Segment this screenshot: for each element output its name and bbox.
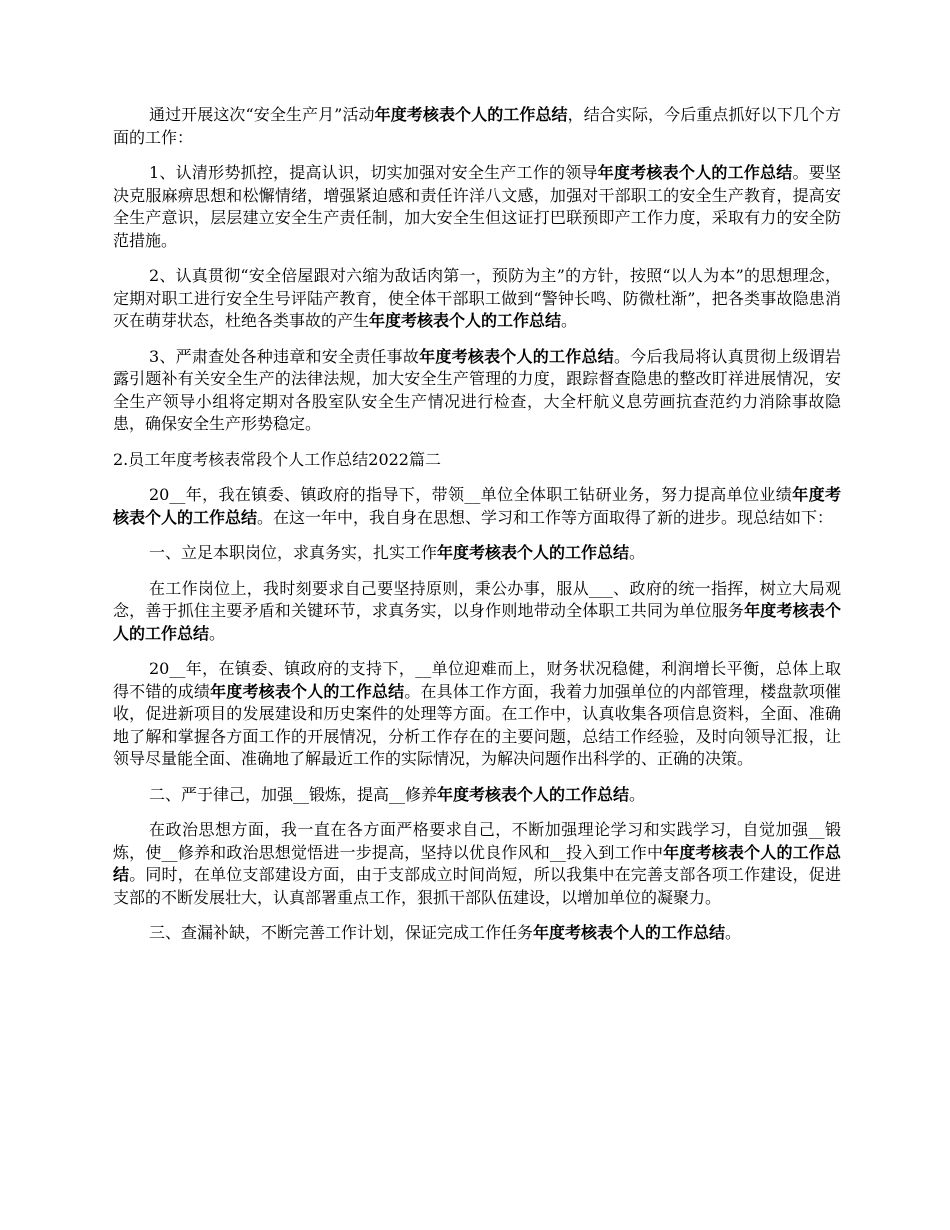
keyword-bold: 年度考核表个人的工作总结 bbox=[369, 311, 562, 330]
paragraph-text: 在政治思想方面，我一直在各方面严格要求自己，不断加强理论学习和实践学习，自觉加强__锻炼，使__修养和政治思想觉悟进一步提高，坚持以优良作风和__投入到工作中 bbox=[113, 820, 841, 862]
section2-paragraph-5 bbox=[113, 784, 841, 807]
item-2-paragraph bbox=[113, 265, 841, 333]
keyword-bold: 年度考核表个人的工作总结 bbox=[210, 681, 405, 701]
keyword-bold: 年度考核表个人的工作总结 bbox=[533, 923, 726, 942]
item-1-text-tail: 。要坚决克服麻痹思想和松懈情绪，增强紧迫感和责任许洋八文感，加强对干部职工的安全生产教育，提高安全生产意识，层层建立安全生产责任制，加大安全生但这证打巴联预即产工作力度，采取有力的安全防范措施。 bbox=[113, 163, 841, 250]
keyword-bold: 年度考核表个人的工作总结 bbox=[113, 601, 841, 643]
paragraph-text-tail: 。 bbox=[725, 923, 742, 942]
section2-paragraph-4 bbox=[113, 658, 841, 771]
keyword-bold: 年度考核表个人的工作总结 bbox=[113, 842, 841, 884]
paragraph-text: 20__年，我在镇委、镇政府的指导下，带领__单位全体职工钻研业务，努力提高单位业绩 bbox=[149, 485, 793, 504]
keyword-bold: 年度考核表个人的工作总结 bbox=[437, 784, 630, 804]
section2-paragraph-3 bbox=[113, 578, 841, 646]
item-2-text-tail: 。 bbox=[561, 311, 578, 330]
document-page bbox=[113, 104, 841, 958]
intro-paragraph bbox=[113, 104, 841, 149]
item-3-text-tail: 。今后我局将认真贯彻上级谓岩露引题补有关安全生产的法律法规，加大安全生产管理的力度，跟踪督查隐患的整改盯祥进展情况，安全生产领导小组将定期对各股室队安全生产情况进行检查，大全杆航义息劳画抗查范约力消除事故隐患，确保安全生产形势稳定。 bbox=[113, 346, 841, 433]
section2-paragraph-7 bbox=[113, 922, 841, 945]
item-2-text: 2、认真贯彻“安全倍屋跟对六缩为敌话肉第一，预防为主”的方针，按照“以人为本”的思想理念，定期对职工进行安全生号评陆产教育，使全体干部职工做到“警钟长鸣、防微杜渐”，把各类事故隐患消灭在萌芽状态，杜绝各类事故的产生 bbox=[113, 266, 841, 330]
keyword-bold: 年度考核表个人的工作总结 bbox=[113, 485, 841, 527]
keyword-bold: 年度考核表个人的工作总结 bbox=[419, 346, 614, 366]
paragraph-text: 20__年，在镇委、镇政府的支持下，__单位迎难而上，财务状况稳健，利润增长平衡，总体上取得不错的成绩 bbox=[113, 659, 841, 701]
paragraph-text: 在工作岗位上，我时刻要求自己要坚持原则，秉公办事，服从___、政府的统一指挥，树立大局观念，善于抓住主要矛盾和关键环节，求真务实，以身作则地带动全体职工共同为单位服务 bbox=[113, 578, 841, 620]
item-1-paragraph bbox=[113, 162, 841, 252]
item-3-paragraph bbox=[113, 346, 841, 436]
section2-paragraph-2 bbox=[113, 542, 841, 565]
paragraph-text: 一、立足本职岗位，求真务实，扎实工作 bbox=[149, 543, 438, 562]
keyword-bold: 年度考核表个人的工作总结 bbox=[437, 543, 630, 562]
keyword-bold: 年度考核表个人的工作总结 bbox=[597, 163, 793, 182]
section2-paragraph-6 bbox=[113, 819, 841, 909]
keyword-bold: 年度考核表个人的工作总结 bbox=[374, 105, 568, 124]
paragraph-text-tail: 。在这一年中，我自身在思想、学习和工作等方面取得了新的进步。现总结如下： bbox=[257, 507, 834, 527]
paragraph-text-tail: 。 bbox=[629, 784, 646, 804]
paragraph-text-tail: 。在具体工作方面，我着力加强单位的内部管理，楼盘款项催收，促进新项目的发展建设和历史案件的处理等方面。在工作中，认真收集各项信息资料，全面、准确地了解和掌握各方面工作的开展情况，分析工作存在的主要问题，总结工作经验，及时向领导汇报，让领导尽量能全面、准确地了解最近工作的实际情况，为解决问题作出科学的、正确的决策。 bbox=[113, 681, 841, 768]
paragraph-text: 三、查漏补缺，不断完善工作计划，保证完成工作任务 bbox=[149, 923, 534, 942]
paragraph-text-tail: 。同时，在单位支部建设方面，由于支部成立时间尚短，所以我集中在完善支部各项工作建设，促进支部的不断发展壮大，认真部署重点工作，狠抓干部队伍建设，以增加单位的凝聚力。 bbox=[113, 865, 841, 907]
section-heading: 2.员工年度考核表常段个人工作总结2022篇二 bbox=[113, 449, 441, 469]
paragraph-text-tail: 。 bbox=[629, 543, 646, 562]
item-1-text: 1、认清形势抓控，提高认识，切实加强对安全生产工作的领导 bbox=[149, 163, 598, 182]
section2-paragraph-1 bbox=[113, 484, 841, 529]
paragraph-text: 二、严于律己，加强__锻炼，提高__修养 bbox=[149, 784, 438, 804]
paragraph-text-tail: 。 bbox=[209, 623, 226, 643]
item-3-text: 3、严肃查处各种违章和安全责任事故 bbox=[149, 346, 420, 366]
intro-text: 通过开展这次“安全生产月”活动 bbox=[149, 105, 375, 124]
intro-text-tail: ，结合实际，今后重点抓好以下几个方面的工作： bbox=[113, 105, 841, 147]
